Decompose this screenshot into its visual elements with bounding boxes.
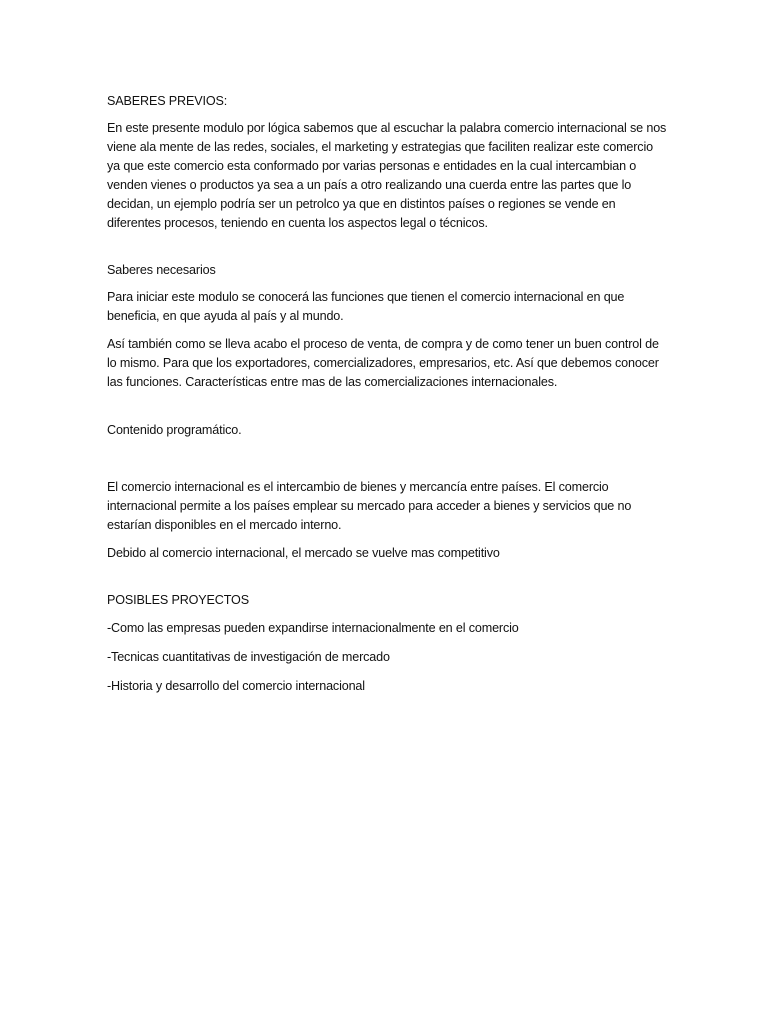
saberes-necesarios-paragraph-1: Para iniciar este modulo se conocerá las funciones que tienen el comercio internacional en que beneficia, en que ayuda al país y al mundo. xyxy=(107,290,625,323)
saberes-previos-paragraph: En este presente modulo por lógica sabemos que al escuchar la palabra comercio internacional se nos viene ala mente de las redes, sociales, el marketing y estrategias que faciliten realizar este comercio ya que este comercio esta conformado por varias personas e entidades en la cual intercambian o venden vienes o productos ya sea a un país a otro realizando una cuerda entre las partes que lo decidan, un ejemplo podría ser un petrolco ya que en distintos países o regiones se vende en diferentes procesos, teniendo en cuenta los aspectos legal o técnicos. xyxy=(107,121,667,230)
saberes-necesarios-paragraph-2: Así también como se lleva acabo el proceso de venta, de compra y de como tener un buen control de lo mismo. Para que los exportadores, comercializadores, empresarios, etc. Así que debemos conocer las funciones. Características entre mas de las comercializaciones internacionales. xyxy=(107,337,659,389)
posibles-proyectos-heading: POSIBLES PROYECTOS xyxy=(107,593,249,607)
proyecto-list-item: -Historia y desarrollo del comercio internacional xyxy=(107,679,365,693)
contenido-paragraph-1: El comercio internacional es el intercambio de bienes y mercancía entre países. El comercio internacional permite a los países emplear su mercado para acceder a bienes y servicios que no estarían disponibles en el mercado interno. xyxy=(107,480,632,532)
saberes-necesarios-heading: Saberes necesarios xyxy=(107,263,216,277)
contenido-paragraph-2: Debido al comercio internacional, el mercado se vuelve mas competitivo xyxy=(107,546,500,560)
contenido-programatico-heading: Contenido programático. xyxy=(107,423,242,437)
saberes-previos-heading: SABERES PREVIOS: xyxy=(107,94,228,108)
proyecto-list-item: -Como las empresas pueden expandirse internacionalmente en el comercio xyxy=(107,621,519,635)
document-page xyxy=(107,92,667,706)
proyecto-list-item: -Tecnicas cuantitativas de investigación de mercado xyxy=(107,650,390,664)
